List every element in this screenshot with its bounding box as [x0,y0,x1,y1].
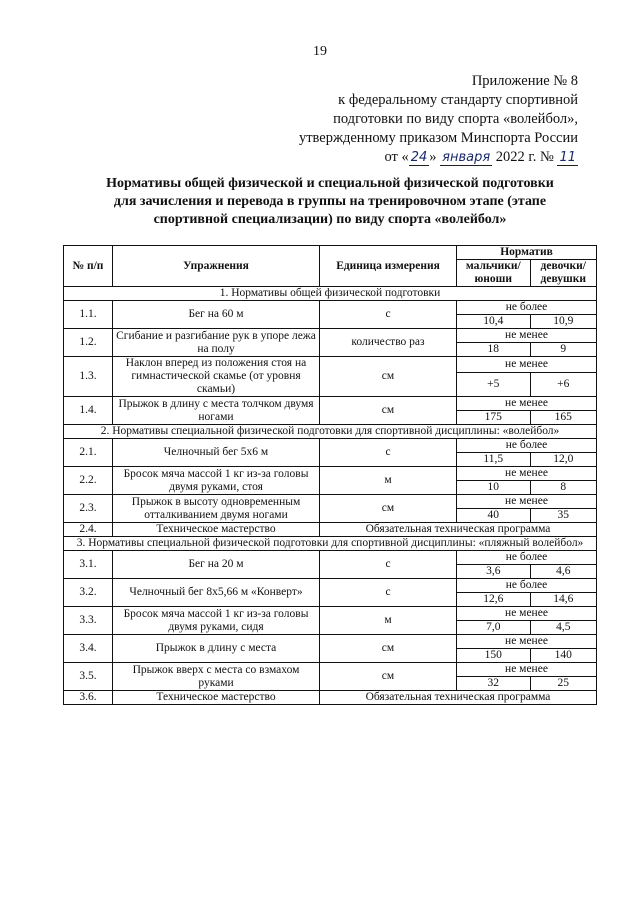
value-girls: 140 [530,649,596,663]
row-condition: не менее [457,495,597,509]
row-technical-program: Обязательная техническая программа [320,523,597,537]
row-condition: не менее [457,663,597,677]
order-date-line [278,148,578,167]
value-boys: 12,6 [457,593,531,607]
value-girls: 25 [530,677,596,691]
row-exercise: Техническое мастерство [113,691,320,705]
row-unit: см [320,635,457,663]
row-exercise: Прыжок в длину с места толчком двумя ногами [113,397,320,425]
row-number: 2.2. [64,467,113,495]
row-number: 2.4. [64,523,113,537]
handwritten-day: 24 [410,150,428,165]
value-girls: 35 [530,509,596,523]
row-number: 3.2. [64,579,113,607]
value-boys: 10,4 [457,315,531,329]
table-row [64,579,597,593]
row-condition: не более [457,439,597,453]
row-unit: см [320,397,457,425]
value-boys: 32 [457,677,531,691]
row-number: 3.6. [64,691,113,705]
table-row [64,523,597,537]
row-number: 1.4. [64,397,113,425]
row-condition: не более [457,579,597,593]
row-number: 1.1. [64,301,113,329]
row-condition: не более [457,551,597,565]
section-row [64,425,597,439]
value-girls: +6 [530,372,596,396]
row-unit: с [320,301,457,329]
header-norm: Норматив [457,246,597,260]
header-girls: девочки/ девушки [530,260,596,287]
header-boys: мальчики/ юноши [457,260,531,287]
table-row [64,551,597,565]
row-exercise: Бросок мяча массой 1 кг из-за головы двумя руками, стоя [113,467,320,495]
table-row [64,607,597,621]
header-exercise: Упражнения [113,246,320,287]
section-title: 1. Нормативы общей физической подготовки [64,287,597,301]
row-exercise: Бег на 20 м [113,551,320,579]
table-row [64,495,597,509]
row-condition: не менее [457,607,597,621]
value-boys: 150 [457,649,531,663]
row-unit: см [320,663,457,691]
value-girls: 9 [530,343,596,357]
row-exercise: Челночный бег 8х5,66 м «Конверт» [113,579,320,607]
row-condition: не менее [457,467,597,481]
row-number: 3.3. [64,607,113,635]
value-boys: 7,0 [457,621,531,635]
appendix-line: Приложение № 8 [471,73,578,89]
table-row [64,397,597,411]
row-exercise: Прыжок в длину с места [113,635,320,663]
value-boys: 40 [457,509,531,523]
table-row [64,329,597,343]
row-condition: не менее [457,635,597,649]
title-line: Нормативы общей физической и специальной физической подготовки [106,176,554,191]
value-boys: 18 [457,343,531,357]
value-girls: 10,9 [530,315,596,329]
row-exercise: Челночный бег 5х6 м [113,439,320,467]
table-body [64,287,597,705]
table-row [64,301,597,315]
appendix-line: утвержденному приказом Минспорта России [298,130,578,146]
table-row [64,635,597,649]
table-row [64,691,597,705]
row-technical-program: Обязательная техническая программа [320,691,597,705]
row-exercise: Техническое мастерство [113,523,320,537]
value-boys: 10 [457,481,531,495]
row-number: 3.5. [64,663,113,691]
value-boys: 3,6 [457,565,531,579]
table-row [64,357,597,373]
row-number: 3.1. [64,551,113,579]
appendix-line: к федеральному стандарту спортивной [338,92,578,108]
row-number: 2.1. [64,439,113,467]
appendix-line: подготовки по виду спорта «волейбол», [333,111,578,127]
section-title: 3. Нормативы специальной физической подготовки для спортивной дисциплины: «пляжный волейбол» [64,537,597,551]
value-boys: 175 [457,411,531,425]
section-row [64,287,597,301]
row-condition: не менее [457,397,597,411]
table-row [64,467,597,481]
date-mid: » [429,149,437,165]
row-exercise: Сгибание и разгибание рук в упоре лежа на полу [113,329,320,357]
date-year: 2022 г. № [495,149,554,165]
value-girls: 12,0 [530,453,596,467]
row-unit: с [320,439,457,467]
row-unit: см [320,495,457,523]
row-condition: не более [457,301,597,315]
row-unit: м [320,467,457,495]
row-exercise: Бег на 60 м [113,301,320,329]
page-number: 19 [313,44,327,59]
section-title: 2. Нормативы специальной физической подготовки для спортивной дисциплины: «волейбол» [64,425,597,439]
header-unit: Единица измерения [320,246,457,287]
row-exercise: Прыжок вверх с места со взмахом руками [113,663,320,691]
row-exercise: Прыжок в высоту одновременным отталкиванием двумя ногами [113,495,320,523]
row-exercise: Наклон вперед из положения стоя на гимнастической скамье (от уровня скамьи) [113,357,320,397]
row-unit: количество раз [320,329,457,357]
document-title [60,175,600,229]
row-number: 1.3. [64,357,113,397]
table-header [64,246,597,287]
row-unit: с [320,579,457,607]
value-boys: 11,5 [457,453,531,467]
date-prefix: от « [384,149,409,165]
section-row [64,537,597,551]
row-unit: м [320,607,457,635]
handwritten-month: января [442,150,491,165]
table-row [64,663,597,677]
title-line: спортивной специализации) по виду спорта «волейбол» [153,212,507,227]
row-number: 1.2. [64,329,113,357]
handwritten-order-number: 11 [559,150,576,165]
row-condition: не менее [457,357,597,373]
standards-table [63,245,597,705]
row-number: 3.4. [64,635,113,663]
title-line: для зачисления и перевода в группы на тренировочном этапе (этапе [113,194,547,209]
value-girls: 165 [530,411,596,425]
row-unit: см [320,357,457,397]
appendix-header [278,72,578,167]
table-row [64,439,597,453]
header-number: № п/п [64,246,113,287]
row-number: 2.3. [64,495,113,523]
value-girls: 4,5 [530,621,596,635]
value-girls: 8 [530,481,596,495]
value-boys: +5 [457,372,531,396]
row-unit: с [320,551,457,579]
row-exercise: Бросок мяча массой 1 кг из-за головы двумя руками, сидя [113,607,320,635]
row-condition: не менее [457,329,597,343]
value-girls: 14,6 [530,593,596,607]
value-girls: 4,6 [530,565,596,579]
